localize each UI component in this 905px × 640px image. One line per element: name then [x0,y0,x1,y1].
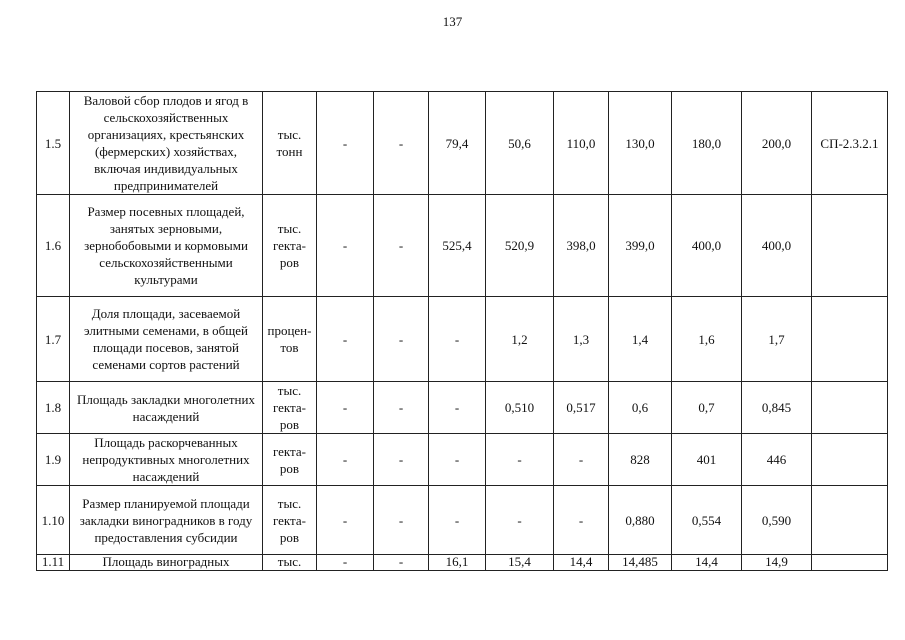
value-cell: 15,4 [486,555,554,571]
value-cell: 0,517 [554,382,609,434]
value-cell: 0,554 [672,486,742,555]
value-cell: 1,2 [486,297,554,382]
value-cell: - [317,486,374,555]
source-cell [812,555,888,571]
value-cell: 180,0 [672,92,742,195]
value-cell: 130,0 [609,92,672,195]
value-cell: 446 [742,434,812,486]
source-cell [812,195,888,297]
indicator-name: Валовой сбор плодов и ягод в сельскохозяйственных организациях, крестьянских (фермерских) хозяйствах, включая индивидуальных предпринимателей [70,92,263,195]
value-cell: - [317,382,374,434]
value-cell: - [317,434,374,486]
value-cell: 1,3 [554,297,609,382]
row-number: 1.11 [37,555,70,571]
value-cell: - [374,195,429,297]
value-cell: 14,485 [609,555,672,571]
indicator-name: Площадь раскорчеванных непродуктивных многолетних насаждений [70,434,263,486]
table-row [37,92,888,195]
value-cell: 0,510 [486,382,554,434]
indicator-name: Доля площади, засеваемой элитными семенами, в общей площади посевов, занятой семенами сортов растений [70,297,263,382]
table-row [37,382,888,434]
unit-cell: тыс. гекта-ров [263,382,317,434]
row-number: 1.5 [37,92,70,195]
value-cell: 0,880 [609,486,672,555]
unit-cell: процен-тов [263,297,317,382]
value-cell: 0,7 [672,382,742,434]
value-cell: - [374,92,429,195]
table-row [37,486,888,555]
unit-cell: тыс. гекта-ров [263,486,317,555]
value-cell: - [374,555,429,571]
page-number: 137 [442,14,463,29]
value-cell: 828 [609,434,672,486]
source-cell [812,297,888,382]
value-cell: 79,4 [429,92,486,195]
value-cell: 14,9 [742,555,812,571]
value-cell: 1,4 [609,297,672,382]
value-cell: 399,0 [609,195,672,297]
value-cell: - [374,382,429,434]
value-cell: 525,4 [429,195,486,297]
value-cell: - [317,92,374,195]
value-cell: 520,9 [486,195,554,297]
source-cell [812,486,888,555]
value-cell: 110,0 [554,92,609,195]
value-cell: - [374,297,429,382]
row-number: 1.7 [37,297,70,382]
value-cell: 50,6 [486,92,554,195]
value-cell: 0,6 [609,382,672,434]
table-row [37,195,888,297]
unit-cell: тыс. тонн [263,92,317,195]
value-cell: 1,7 [742,297,812,382]
value-cell: 401 [672,434,742,486]
value-cell: 400,0 [672,195,742,297]
unit-cell: гекта-ров [263,434,317,486]
unit-cell: тыс. гекта-ров [263,195,317,297]
indicator-name: Размер планируемой площади закладки виноградников в году предоставления субсидии [70,486,263,555]
table-row [37,555,888,571]
value-cell: - [429,382,486,434]
value-cell: 200,0 [742,92,812,195]
row-number: 1.6 [37,195,70,297]
value-cell: 1,6 [672,297,742,382]
unit-cell: тыс. [263,555,317,571]
value-cell: - [374,434,429,486]
source-cell [812,434,888,486]
value-cell: - [374,486,429,555]
table-row [37,434,888,486]
row-number: 1.8 [37,382,70,434]
value-cell: 0,845 [742,382,812,434]
indicator-name: Площадь закладки многолетних насаждений [70,382,263,434]
value-cell: 400,0 [742,195,812,297]
value-cell: - [429,297,486,382]
table-row [37,297,888,382]
value-cell: - [429,434,486,486]
value-cell: 16,1 [429,555,486,571]
value-cell: - [486,486,554,555]
value-cell: - [429,486,486,555]
source-cell [812,382,888,434]
row-number: 1.9 [37,434,70,486]
source-cell: СП-2.3.2.1 [812,92,888,195]
value-cell: - [554,434,609,486]
value-cell: 0,590 [742,486,812,555]
value-cell: 14,4 [554,555,609,571]
value-cell: - [317,195,374,297]
indicator-name: Площадь виноградных [70,555,263,571]
indicator-table [36,91,888,571]
value-cell: 398,0 [554,195,609,297]
indicator-name: Размер посевных площадей, занятых зерновыми, зернобобовыми и кормовыми сельскохозяйственными культурами [70,195,263,297]
value-cell: 14,4 [672,555,742,571]
row-number: 1.10 [37,486,70,555]
value-cell: - [554,486,609,555]
value-cell: - [317,555,374,571]
value-cell: - [317,297,374,382]
value-cell: - [486,434,554,486]
